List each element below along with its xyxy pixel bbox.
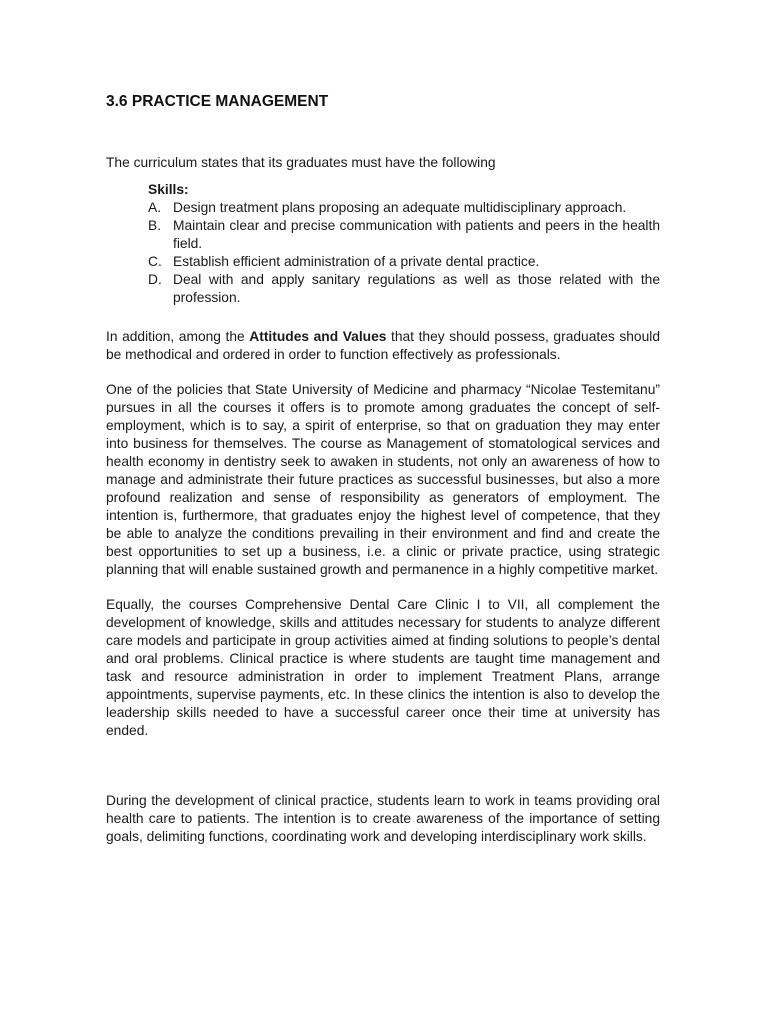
- skill-marker: C.: [148, 254, 162, 269]
- skill-text: Maintain clear and precise communication with patients and peers in the health field.: [173, 218, 660, 251]
- skill-item: [148, 199, 660, 217]
- policies-paragraph: One of the policies that State University of Medicine and pharmacy “Nicolae Testemitanu” pursues in all the courses it offers is to promote among graduates the concept of self-employment, which is to say, a spirit of enterprise, so that on graduation they may enter into business for themselves. The course as Management of stomatological services and health economy in dentistry seek to awaken in students, not only an awareness of how to manage and administrate their future practices as successful businesses, but also a more profound realization and sense of responsibility as generators of employment. The intention is, furthermore, that graduates enjoy the highest level of competence, that they be able to analyze the conditions prevailing in their environment and find and create the best opportunities to set up a business, i.e. a clinic or private practice, using strategic planning that will enable sustained growth and permanence in a highly competitive market.: [106, 382, 660, 577]
- skills-section: [148, 181, 660, 307]
- skill-item: [148, 253, 660, 271]
- document-page: [106, 92, 660, 846]
- skill-marker: B.: [148, 218, 162, 233]
- section-heading: 3.6 PRACTICE MANAGEMENT: [106, 93, 329, 110]
- attitudes-text-before: In addition, among the: [106, 329, 250, 344]
- attitudes-paragraph: [106, 328, 660, 364]
- attitudes-bold-text: Attitudes and Values: [249, 329, 387, 344]
- skill-item: [148, 217, 660, 253]
- skills-list: [148, 199, 660, 307]
- attitudes-text-after: that they should possess, graduates should be methodical and ordered in order to function effectively as professionals.: [106, 329, 661, 362]
- skill-marker: A.: [148, 200, 162, 215]
- skill-item: [148, 271, 660, 307]
- skill-text: Design treatment plans proposing an adequate multidisciplinary approach.: [173, 200, 627, 215]
- intro-paragraph: The curriculum states that its graduates must have the following: [106, 155, 496, 170]
- skill-text: Establish efficient administration of a private dental practice.: [173, 254, 540, 269]
- skills-title: Skills:: [148, 182, 189, 197]
- skill-marker: D.: [148, 272, 162, 287]
- courses-paragraph: Equally, the courses Comprehensive Dental Care Clinic I to VII, all complement the development of knowledge, skills and attitudes necessary for students to analyze different care models and participate in group activities aimed at finding solutions to people’s dental and oral problems. Clinical practice is where students are taught time management and task and resource administration in order to implement Treatment Plans, arrange appointments, supervise payments, etc. In these clinics the intention is also to develop the leadership skills needed to have a successful career once their time at university has ended.: [106, 597, 660, 738]
- skill-text: Deal with and apply sanitary regulations as well as those related with the profession.: [173, 272, 660, 305]
- teams-paragraph: During the development of clinical practice, students learn to work in teams providing oral health care to patients. The intention is to create awareness of the importance of setting goals, delimiting functions, coordinating work and developing interdisciplinary work skills.: [106, 793, 660, 844]
